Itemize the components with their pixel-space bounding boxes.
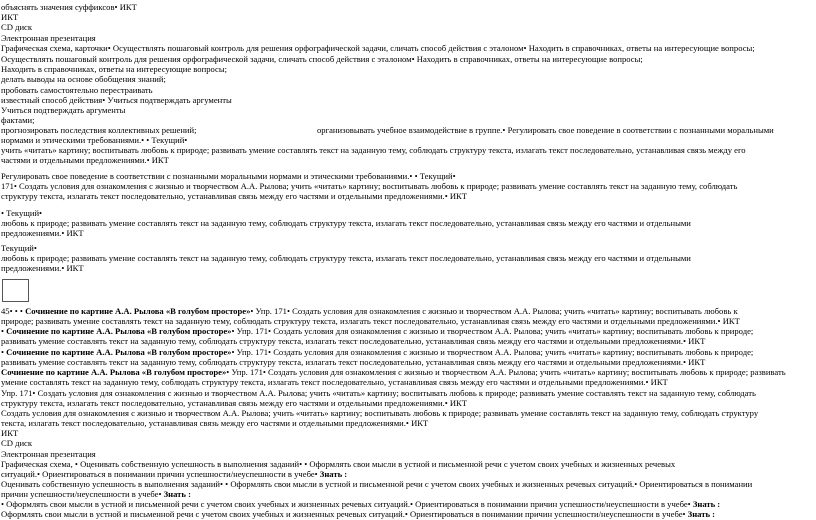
text-line: Осуществлять пошаговый контроль для решения орфографической задачи, сличать способ действия с эталоном• Находить в справочниках, ответы на интересующие вопросы;: [1, 54, 643, 64]
text-line: Электронная презентация: [1, 33, 96, 43]
text-bold: Сочинение по картине А.А. Рылова «В голубом просторе»: [6, 347, 232, 357]
text-line: природе; развивать умение составлять текст на заданную тему, соблюдать структуру текста, излагать текст последовательно, устанавливая связь между его частями и отдельными предложениями.• ИКТ: [1, 316, 740, 326]
text-right: организовывать учебное взаимодействие в группе.• Регулировать свое поведение в соответствии с познанными моральными: [317, 125, 774, 135]
text-line: [1, 347, 814, 357]
text-line: Упр. 171• Создать условия для ознакомления с жизнью и творчеством А.А. Рылова; учить «читать» картину; воспитывать любовь к природе; развивать умение составлять текст на заданную тему, соблюдать: [1, 388, 756, 398]
text-bold: Знать :: [163, 489, 191, 499]
text-run: • Упр. 171• Создать условия для ознакомления с жизнью и творчеством А.А. Рылова; учить «читать» картину; воспитывать любовь к природе; развивать: [226, 367, 786, 377]
text-line: Текущий•: [1, 243, 37, 253]
text-bold: Знать :: [319, 469, 348, 479]
text-bold: Сочинение по картине А.А. Рылова «В голубом просторе»: [1, 367, 227, 377]
text-line: [1, 509, 814, 519]
text-line: [1, 326, 814, 336]
text-line: Создать условия для ознакомления с жизнью и творчеством А.А. Рылова; учить «читать» картину; воспитывать любовь к природе; развивать умение составлять текст на заданную тему, соблюдать структуру: [1, 408, 759, 418]
text-line: CD диск: [1, 438, 33, 448]
text-line: • Текущий•: [1, 208, 43, 218]
text-run: • Упр. 171• Создать условия для ознакомления с жизнью и творчеством А.А. Рылова; учить «читать» картину; воспитывать любовь к: [250, 306, 738, 316]
text-line: объяснять значения суффиксов• ИКТ: [1, 2, 137, 12]
text-bold: Сочинение по картине А.А. Рылова «В голубом просторе»: [6, 326, 232, 336]
text-line: Графическая схема, • Оценивать собственную успешность в выполнения заданий• • Оформлять свои мысли в устной и письменной речи с учетом своих учебных и жизненных речевых: [1, 459, 676, 469]
text-line: CD диск: [1, 22, 33, 32]
text-run: 45• • •: [1, 306, 26, 316]
text-line: [1, 469, 814, 479]
text-line: [1, 367, 814, 377]
text-line: любовь к природе; развивать умение составлять текст на заданную тему, соблюдать структуру текста, излагать текст последовательно, устанавливая связь между его частями и отдельными: [1, 218, 691, 228]
text-line: предложениями.• ИКТ: [1, 228, 84, 238]
text-line: известный способ действия• Учиться подтверждать аргументы: [1, 95, 232, 105]
text-line: любовь к природе; развивать умение составлять текст на заданную тему, соблюдать структуру текста, излагать текст последовательно, устанавливая связь между его частями и отдельными: [1, 253, 691, 263]
text-line: текста, излагать текст последовательно, устанавливая связь между его частями и отдельными предложениями.• ИКТ: [1, 418, 429, 428]
text-line: пробовать самостоятельно перестраивать: [1, 85, 153, 95]
text-run: • Упр. 171• Создать условия для ознакомления с жизнью и творчеством А.А. Рылова; учить «читать» картину; воспитывать любовь к природе;: [231, 326, 754, 336]
text-line: частями и отдельными предложениями.• ИКТ: [1, 155, 169, 165]
text-line: учить «читать» картину; воспитывать любовь к природе; развивать умение составлять текст на заданную тему, соблюдать структуру текста, излагать текст последовательно, устанавливая связь между его: [1, 145, 746, 155]
text-line: Регулировать свое поведение в соответствии с познанными моральными нормами и этическими требованиями.• • Текущий•: [1, 171, 456, 181]
text-bold: Сочинение по картине А.А. Рылова «В голубом просторе»: [25, 306, 251, 316]
empty-frame: [2, 279, 29, 302]
text-line: [1, 499, 814, 509]
text-line: ИКТ: [1, 12, 19, 22]
text-line: структуру текста, излагать текст последовательно, устанавливая связь между его частями и отдельными предложениями.• ИКТ: [1, 191, 468, 201]
text-bold: Знать :: [692, 499, 721, 509]
text-left: прогнозировать последствия коллективных решений;: [1, 125, 197, 135]
text-line: развивать умение составлять текст на заданную тему, соблюдать структуру текста, излагать текст последовательно, устанавливая связь между его частями и отдельными предложениями.• ИКТ: [1, 357, 706, 367]
text-line: фактами;: [1, 115, 35, 125]
text-line: [1, 306, 814, 316]
text-line: 171• Создать условия для ознакомления с жизнью и творчеством А.А. Рылова; учить «читать» картину; воспитывать любовь к природе; развивать умение составлять текст на заданную тему, соблюдать: [1, 181, 738, 191]
text-run: • Упр. 171• Создать условия для ознакомления с жизнью и творчеством А.А. Рылова; учить «читать» картину; воспитывать любовь к природе;: [231, 347, 754, 357]
text-line: умение составлять текст на заданную тему, соблюдать структуру текста, излагать текст последовательно, устанавливая связь между его частями и отдельными предложениями.• ИКТ: [1, 377, 668, 387]
text-line: Оценивать собственную успешность в выполнения заданий• • Оформлять свои мысли в устной и письменной речи с учетом своих учебных и жизненных речевых ситуаций.• Ориентироваться в понимании: [1, 479, 753, 489]
text-line: нормами и этическими требованиями.• • Текущий•: [1, 135, 188, 145]
text-line: Графическая схема, карточки• Осуществлять пошаговый контроль для решения орфографической задачи, сличать способ действия с эталоном• Находить в справочниках, ответы на интересующие вопросы;: [1, 43, 755, 53]
text-line: делать выводы на основе обобщения знаний;: [1, 74, 166, 84]
text-line: Учиться подтверждать аргументы: [1, 105, 126, 115]
text-line: развивать умение составлять текст на заданную тему, соблюдать структуру текста, излагать текст последовательно, устанавливая связь между его частями и отдельными предложениями.• ИКТ: [1, 336, 706, 346]
text-run: •: [1, 326, 7, 336]
text-line: Находить в справочниках, ответы на интересующие вопросы;: [1, 64, 227, 74]
text-run: •: [1, 347, 7, 357]
text-run: ситуаций.• Ориентироваться в понимании причин успешности/неуспешности в учебе•: [1, 469, 320, 479]
text-run: Оформлять свои мысли в устной и письменной речи с учетом своих учебных и жизненных речевых ситуаций.• Ориентироваться в понимании причин успешности/неуспешности в учебе•: [1, 509, 688, 519]
text-line: [1, 489, 814, 499]
text-line: [1, 125, 814, 135]
text-line: структуру текста, излагать текст последовательно, устанавливая связь между его частями и отдельными предложениями.• ИКТ: [1, 398, 468, 408]
text-line: ИКТ: [1, 428, 19, 438]
text-line: Электронная презентация: [1, 449, 96, 459]
text-run: причин успешности/неуспешности в учебе•: [1, 489, 164, 499]
text-bold: Знать :: [687, 509, 716, 519]
text-run: • Оформлять свои мысли в устной и письменной речи с учетом своих учебных и жизненных речевых ситуаций.• Ориентироваться в понимании причин успешности/неуспешности в учебе•: [1, 499, 693, 509]
text-line: предложениями.• ИКТ: [1, 263, 84, 273]
